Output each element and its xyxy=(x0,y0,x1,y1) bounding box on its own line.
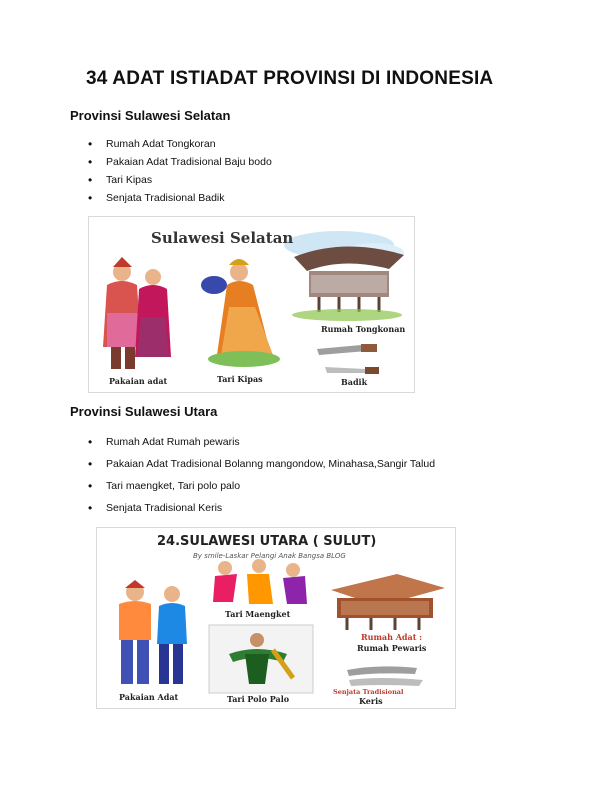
figure-title: 24.SULAWESI UTARA ( SULUT) xyxy=(157,534,377,549)
figure-title: Sulawesi Selatan xyxy=(151,229,294,247)
label-rumah-tongkonan: Rumah Tongkonan xyxy=(321,324,406,334)
label-senjata-tradisional: Senjata Tradisional xyxy=(333,688,404,696)
list-item: • Tari Kipas xyxy=(88,171,272,189)
list-item: • Senjata Tradisional Keris xyxy=(88,497,435,519)
label-pakaian-adat: Pakaian Adat xyxy=(119,692,179,702)
list-item: • Pakaian Adat Tradisional Baju bodo xyxy=(88,153,272,171)
section-heading-sulawesi-selatan: Provinsi Sulawesi Selatan xyxy=(70,108,231,123)
label-tari-maengket: Tari Maengket xyxy=(225,609,291,619)
illustration-sulawesi-utara xyxy=(96,527,456,709)
list-item: • Rumah Adat Rumah pewaris xyxy=(88,431,435,453)
list-sulawesi-selatan xyxy=(88,135,272,207)
document-title: 34 ADAT ISTIADAT PROVINSI DI INDONESIA xyxy=(86,68,494,89)
label-badik: Badik xyxy=(341,377,368,387)
list-sulawesi-utara xyxy=(88,431,435,519)
illustration-sulawesi-selatan xyxy=(88,216,415,393)
section-heading-sulawesi-utara: Provinsi Sulawesi Utara xyxy=(70,404,218,419)
list-item: • Tari maengket, Tari polo palo xyxy=(88,475,435,497)
label-keris: Keris xyxy=(359,696,383,706)
label-tari-polo-palo: Tari Polo Palo xyxy=(227,694,290,704)
list-item: • Senjata Tradisional Badik xyxy=(88,189,272,207)
label-rumah-adat: Rumah Adat : xyxy=(361,632,423,642)
list-item: • Rumah Adat Tongkoran xyxy=(88,135,272,153)
list-item: • Pakaian Adat Tradisional Bolanng mangondow, Minahasa,Sangir Talud xyxy=(88,453,435,475)
label-rumah-pewaris: Rumah Pewaris xyxy=(357,643,427,653)
label-pakaian-adat: Pakaian adat xyxy=(109,376,168,386)
label-tari-kipas: Tari Kipas xyxy=(217,374,263,384)
figure-subtitle: By smile-Laskar Pelangi Anak Bangsa BLOG xyxy=(193,552,346,560)
